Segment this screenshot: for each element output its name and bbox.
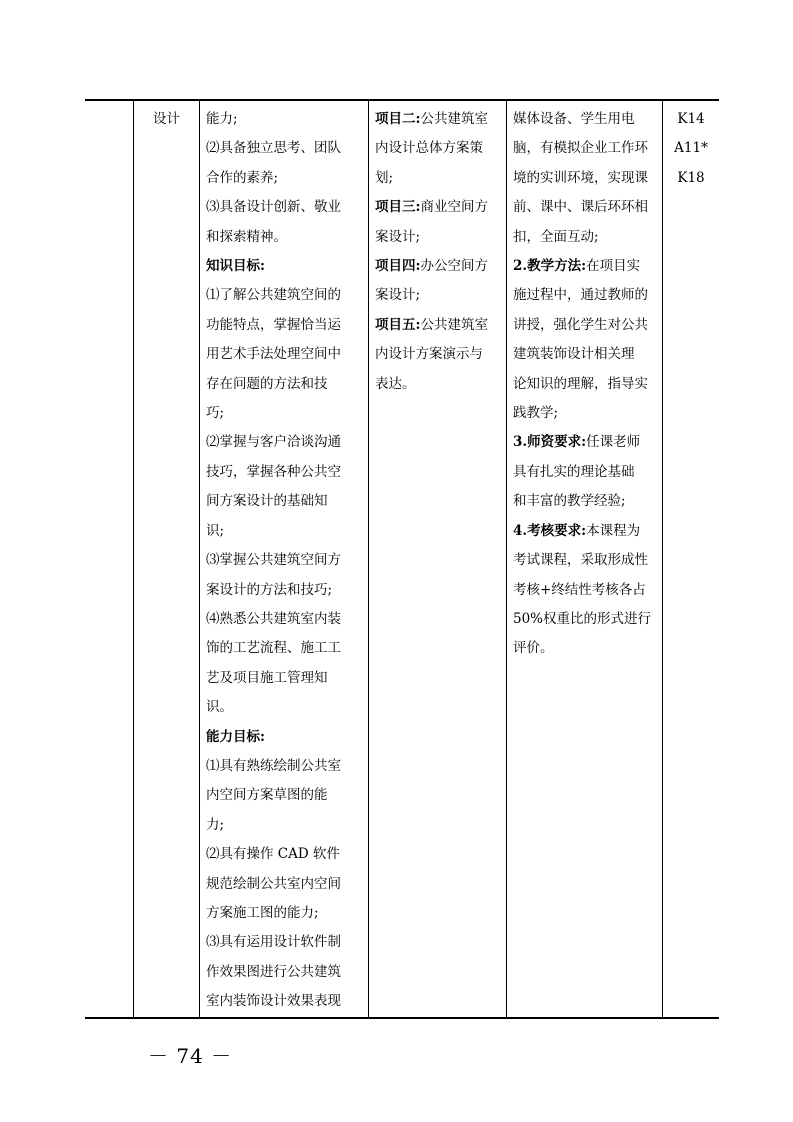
project-text: 表达。 — [375, 375, 416, 392]
requirement-text: 具有扎实的理论基础 — [513, 463, 635, 480]
requirement-line — [513, 164, 658, 193]
objective-line: 用艺术手法处理空间中 — [206, 346, 341, 363]
course-type-cell — [134, 100, 200, 1018]
requirement-text: 50%权重比的形式进行 — [513, 610, 652, 627]
requirement-text: 评价。 — [513, 640, 554, 657]
requirement-line — [513, 223, 658, 252]
requirement-text: 考核+终结性考核各占 — [513, 581, 646, 598]
project-text: 内设计总体方案策 — [375, 140, 483, 157]
objective-line: 间方案设计的基础知 — [206, 493, 328, 510]
project-text: 商业空间方 — [420, 199, 488, 216]
requirement-line — [513, 193, 658, 222]
objective-line: 和探索精神。 — [206, 228, 287, 245]
course-type-label: 设计 — [153, 111, 180, 127]
project-line — [375, 105, 502, 134]
requirement-line — [513, 487, 658, 516]
requirement-text: 扣，全面互动; — [513, 228, 599, 245]
objective-line: ⑶具备设计创新、敬业 — [206, 199, 341, 216]
objective-heading: 知识目标: — [206, 258, 265, 275]
requirement-line — [513, 546, 658, 575]
objective-line: ⑶具有运用设计软件制 — [206, 934, 341, 951]
requirements-cell — [507, 100, 663, 1018]
empty-index-cell — [85, 100, 134, 1018]
codes-cell — [663, 100, 720, 1018]
curriculum-table — [85, 99, 708, 1011]
projects-cell — [369, 100, 507, 1018]
objective-line: ⑵具有操作 CAD 软件 — [206, 846, 340, 863]
requirement-line — [513, 634, 658, 663]
objective-line: ⑶掌握公共建筑空间方 — [206, 552, 341, 569]
requirement-line — [513, 311, 658, 340]
objective-line: 识; — [206, 522, 225, 539]
requirement-text: 本课程为 — [586, 522, 641, 539]
objective-line: ⑴了解公共建筑空间的 — [206, 287, 341, 304]
objective-line: 饰的工艺流程、施工工 — [206, 640, 341, 657]
objective-line: 存在问题的方法和技 — [206, 375, 328, 392]
table-row — [85, 100, 719, 1018]
requirement-text: 论知识的理解，指导实 — [513, 375, 648, 392]
project-heading: 项目四: — [375, 258, 421, 275]
requirement-text: 在项目实 — [586, 258, 641, 275]
project-line — [375, 340, 502, 369]
requirement-line — [513, 458, 658, 487]
requirement-line — [513, 105, 658, 134]
requirement-text: 媒体设备、学生用电 — [513, 111, 635, 127]
objective-line: ⑴具有熟练绘制公共室 — [206, 757, 341, 774]
objective-line: ⑵掌握与客户洽谈沟通 — [206, 434, 341, 451]
objective-line: 功能特点，掌握恰当运 — [206, 316, 341, 333]
project-text: 案设计; — [375, 228, 421, 245]
requirement-line — [513, 517, 658, 546]
objective-line: 识。 — [206, 699, 233, 716]
objective-line: 作效果图进行公共建筑 — [206, 963, 341, 980]
requirement-text: 脑，有模拟企业工作环 — [513, 140, 648, 157]
requirement-line — [513, 428, 658, 457]
requirement-line — [513, 399, 658, 428]
requirement-line — [513, 576, 658, 605]
requirement-line — [513, 605, 658, 634]
requirement-heading: 4.考核要求: — [513, 522, 587, 539]
project-text: 办公空间方 — [420, 258, 488, 275]
objective-line: 方案施工图的能力; — [206, 904, 319, 921]
project-line — [375, 281, 502, 310]
project-text: 案设计; — [375, 287, 421, 304]
requirement-line — [513, 252, 658, 281]
project-heading: 项目二: — [375, 111, 421, 127]
project-line — [375, 311, 502, 340]
project-heading: 项目三: — [375, 199, 421, 216]
project-text: 公共建筑室 — [420, 316, 488, 333]
competency-code: K14 — [677, 111, 705, 127]
competency-code: A11* — [674, 140, 708, 157]
objectives-cell — [200, 100, 369, 1018]
objective-line: 内空间方案草图的能 — [206, 787, 328, 804]
project-line — [375, 370, 502, 399]
objective-line: ⑵具备独立思考、团队 — [206, 140, 341, 157]
objective-heading: 能力目标: — [206, 728, 265, 745]
requirement-text: 施过程中，通过教师的 — [513, 287, 648, 304]
requirement-heading: 3.师资要求: — [513, 434, 587, 451]
project-text: 公共建筑室 — [420, 111, 488, 127]
requirement-text: 践教学; — [513, 405, 559, 422]
requirement-line — [513, 340, 658, 369]
project-text: 内设计方案演示与 — [375, 346, 483, 363]
requirement-line — [513, 281, 658, 310]
objective-line: 规范绘制公共室内空间 — [206, 875, 341, 892]
requirement-line — [513, 370, 658, 399]
requirement-text: 前、课中、课后环环相 — [513, 199, 648, 216]
project-line — [375, 134, 502, 163]
project-line — [375, 193, 502, 222]
objective-line: 力; — [206, 816, 225, 833]
project-line — [375, 252, 502, 281]
objective-line: 合作的素养; — [206, 169, 279, 186]
requirement-line — [513, 134, 658, 163]
requirement-text: 任课老师 — [586, 434, 641, 451]
competency-code: K18 — [677, 169, 705, 186]
requirement-text: 和丰富的教学经验; — [513, 493, 626, 510]
project-text: 划; — [375, 169, 394, 186]
project-line — [375, 164, 502, 193]
project-line — [375, 223, 502, 252]
requirement-text: 讲授，强化学生对公共 — [513, 316, 648, 333]
objective-line: 案设计的方法和技巧; — [206, 581, 333, 598]
objective-line: ⑷熟悉公共建筑室内装 — [206, 610, 341, 627]
objective-line: 能力; — [206, 111, 238, 127]
requirement-text: 建筑装饰设计相关理 — [513, 346, 635, 363]
requirement-text: 考试课程，采取形成性 — [513, 552, 648, 569]
objective-line: 巧; — [206, 405, 225, 422]
project-heading: 项目五: — [375, 316, 421, 333]
requirement-heading: 2.教学方法: — [513, 258, 587, 275]
objective-line: 技巧，掌握各种公共空 — [206, 463, 341, 480]
requirement-text: 境的实训环境，实现课 — [513, 169, 648, 186]
page-number: － 74 － — [148, 1044, 233, 1068]
objective-line: 室内装饰设计效果表现 — [206, 993, 341, 1010]
course-table — [85, 99, 719, 1019]
objective-line: 艺及项目施工管理知 — [206, 669, 328, 686]
